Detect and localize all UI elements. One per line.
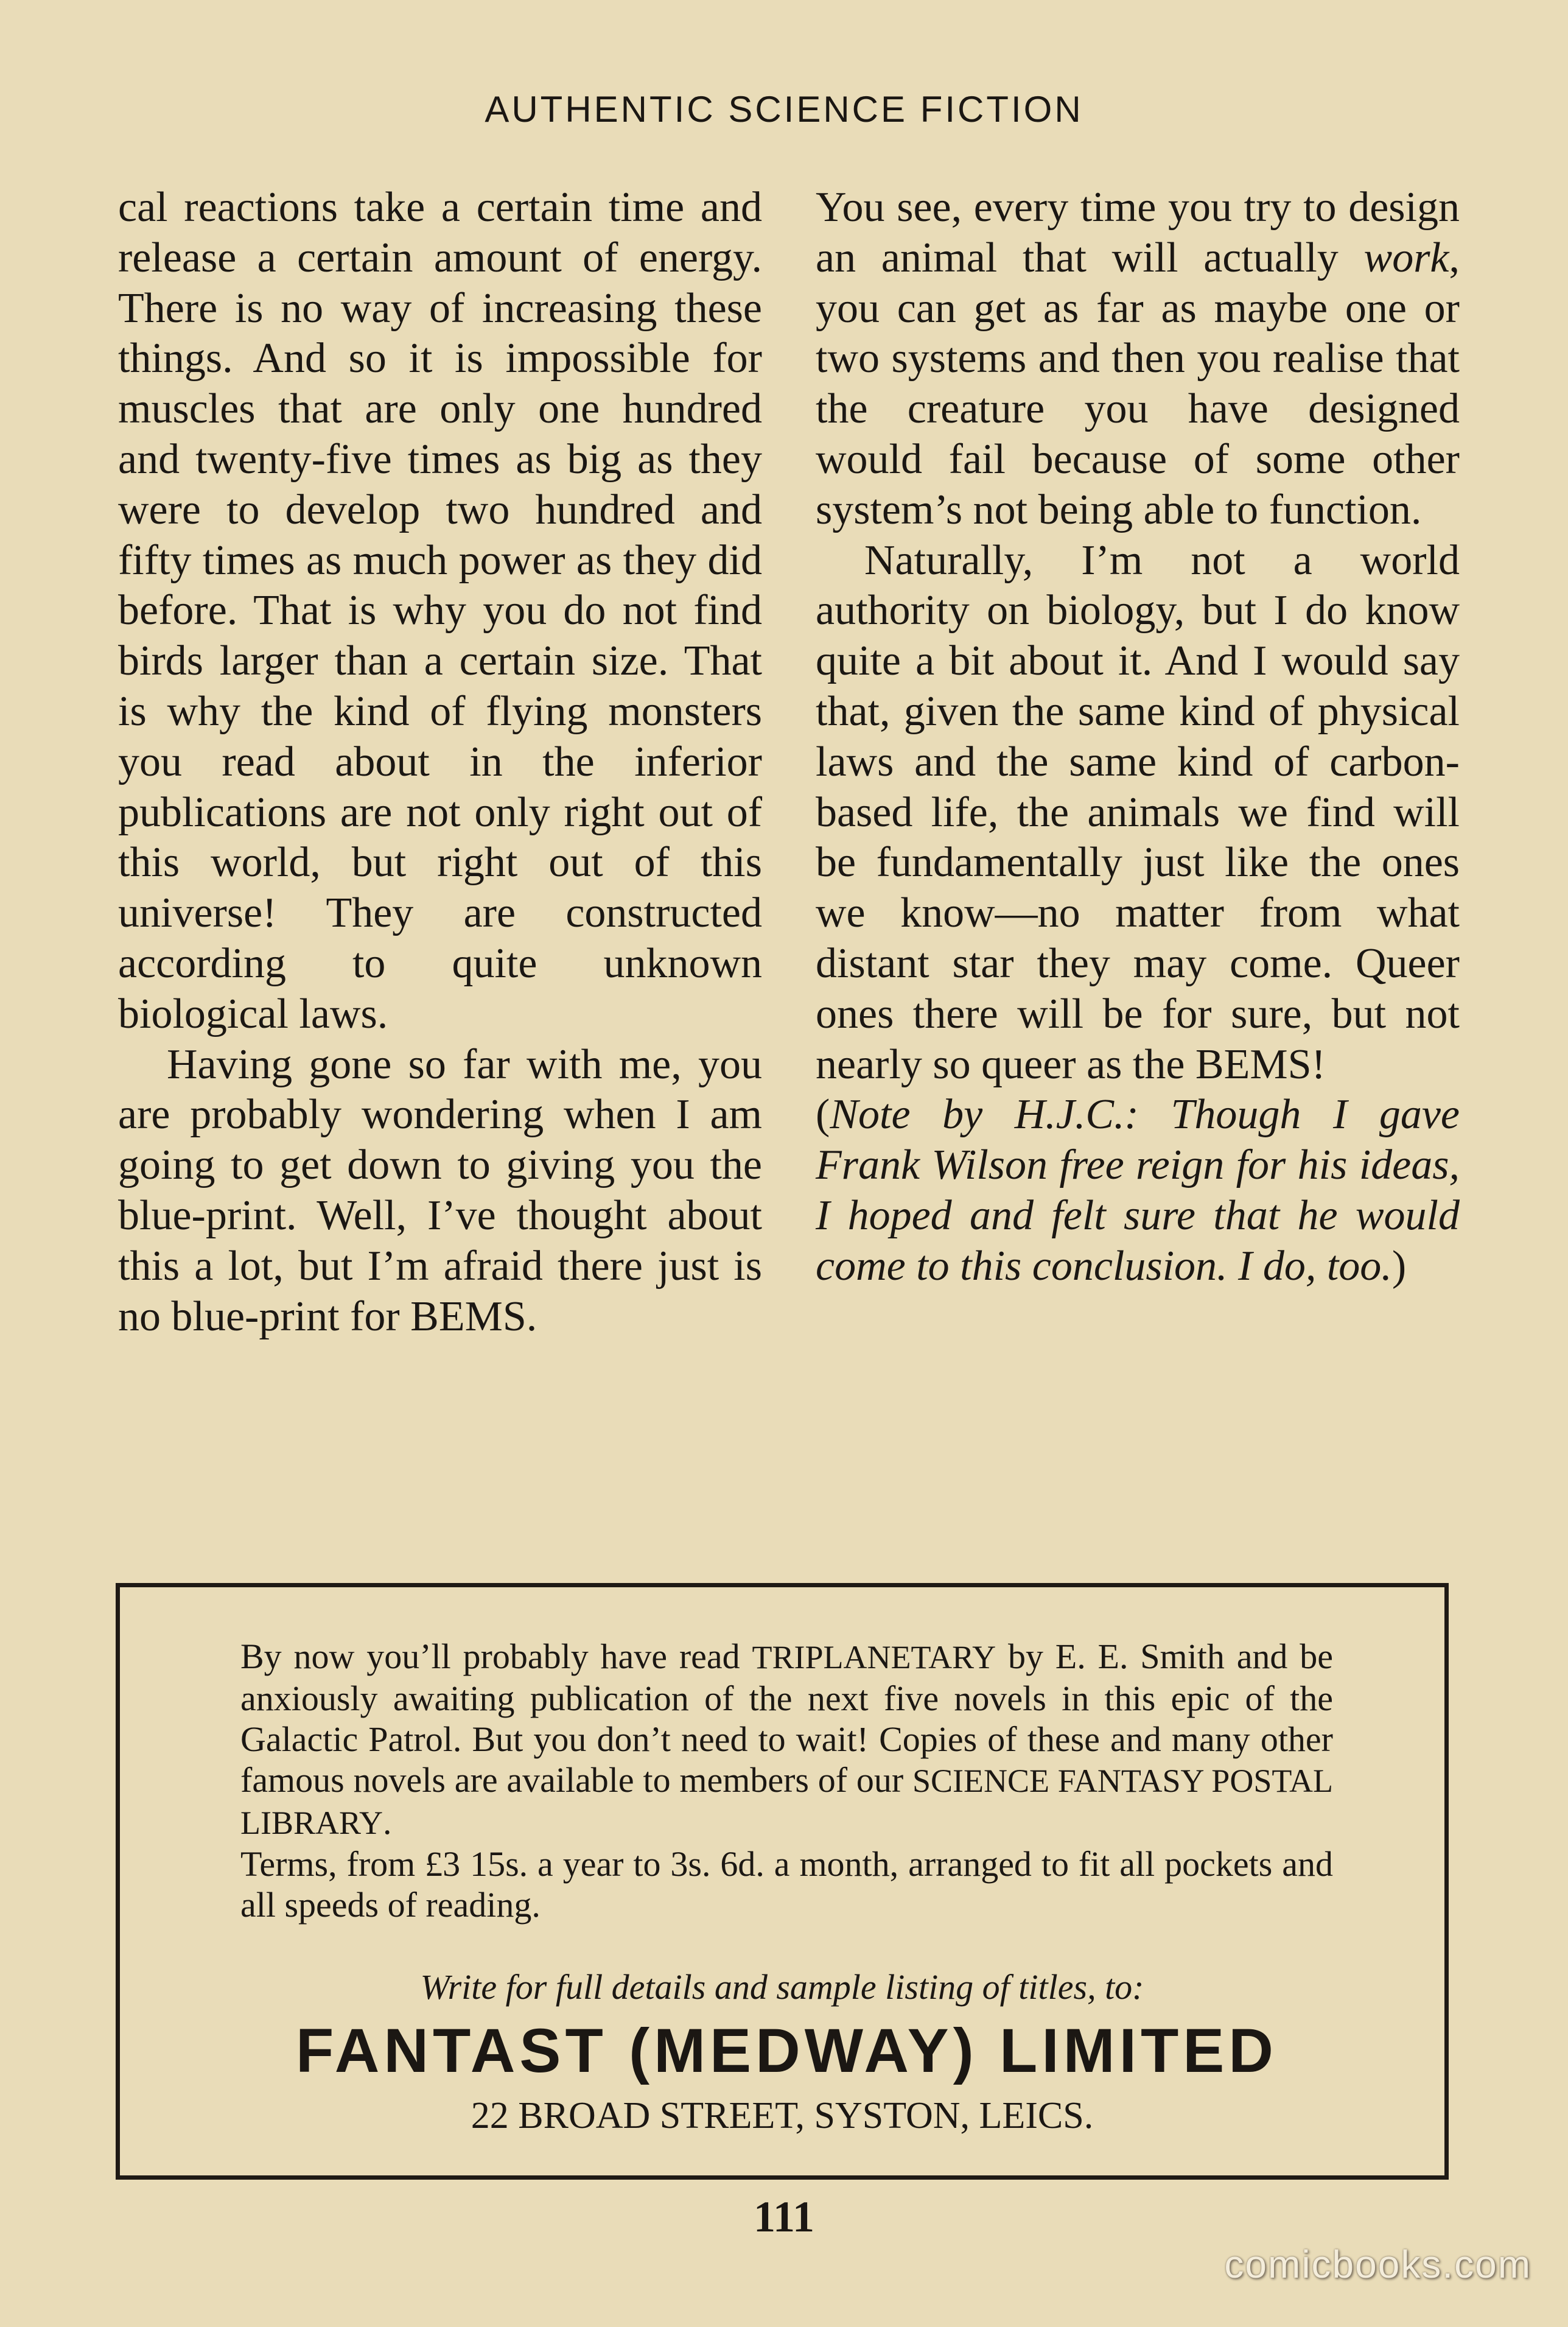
article-paragraph	[816, 183, 1460, 536]
article-paragraph: Naturally, I’m not a world authority on biology, but I do know quite a bit about it. And I would say that, given the same kind of physical laws and the same kind of carbon-based life, the animals we find will be fundamentally just like the ones we know—no matter from what distant star they may come. Queer ones there will be for sure, but not nearly so queer as the BEMS!	[816, 536, 1460, 1088]
book-title: TRIPLANETARY	[752, 1639, 996, 1676]
ad-call-to-action: Write for full details and sample listing of titles, to:	[420, 1967, 1144, 2007]
emphasis-text: work	[1363, 234, 1449, 281]
article-paragraph: cal reactions take a certain time and release a certain amount of energy. There is no way of increasing these things. And so it is impossible for muscles that are only one hundred and twenty-five times as big as they were to develop two hundred and fifty times as much power as they did before. That is why you do not find birds larger than a certain size. That is why the kind of flying monsters you read about in the inferior publications are not only right out of this world, but right out of this universe! They are constructed according to quite unknown biological laws.	[118, 184, 762, 1037]
text-run: You see, every time you try to design an animal that will actually	[816, 184, 1460, 281]
article-paragraph: Having gone so far with me, you are probably wondering when I am going to get down to giving you the blue-print. Well, I’ve thought about this a lot, but I’m afraid there just is no blue-print for BEMS.	[118, 1041, 762, 1340]
page-number: 111	[753, 2192, 815, 2241]
note-paren-close: )	[1391, 1242, 1407, 1290]
advertisement-body	[240, 1636, 1333, 1925]
ad-company-name: FANTAST (MEDWAY) LIMITED	[296, 2016, 1278, 2085]
running-title: AUTHENTIC SCIENCE FICTION	[485, 89, 1083, 130]
article-left-column	[118, 183, 762, 1342]
ad-address: 22 BROAD STREET, SYSTON, LEICS.	[471, 2095, 1094, 2136]
article-right-column	[816, 183, 1460, 1292]
ad-paragraph	[240, 1636, 1333, 1844]
note-text: Note by H.J.C.: Though I gave Frank Wilson free reign for his ideas, I hoped and felt sure that he would come to this conclusion. I do, too.	[816, 1091, 1460, 1290]
text-run: by E. E. Smith and be anxiously awaiting publication of the next five novels in this epic of the Galactic Patrol. But you don’t need to wait! Copies of these and many other famous novels are available to members of our	[240, 1637, 1333, 1800]
note-paren-open: (	[816, 1091, 830, 1139]
advertisement-box	[116, 1583, 1449, 2180]
library-name: SCIENCE FANTASY POSTAL LIBRARY	[240, 1763, 1333, 1841]
text-run: By now you’ll probably have read	[240, 1637, 752, 1676]
watermark-text: comicbooks.com	[1224, 2242, 1531, 2286]
text-run: , you can get as far as maybe one or two systems and then you realise that the creature you have designed would fail because of some other system’s not being able to function.	[816, 234, 1460, 533]
editor-note	[816, 1090, 1460, 1291]
text-run: .	[383, 1802, 392, 1842]
ad-paragraph: Terms, from £3 15s. a year to 3s. 6d. a month, arranged to fit all pockets and all speeds of reading.	[240, 1844, 1333, 1925]
